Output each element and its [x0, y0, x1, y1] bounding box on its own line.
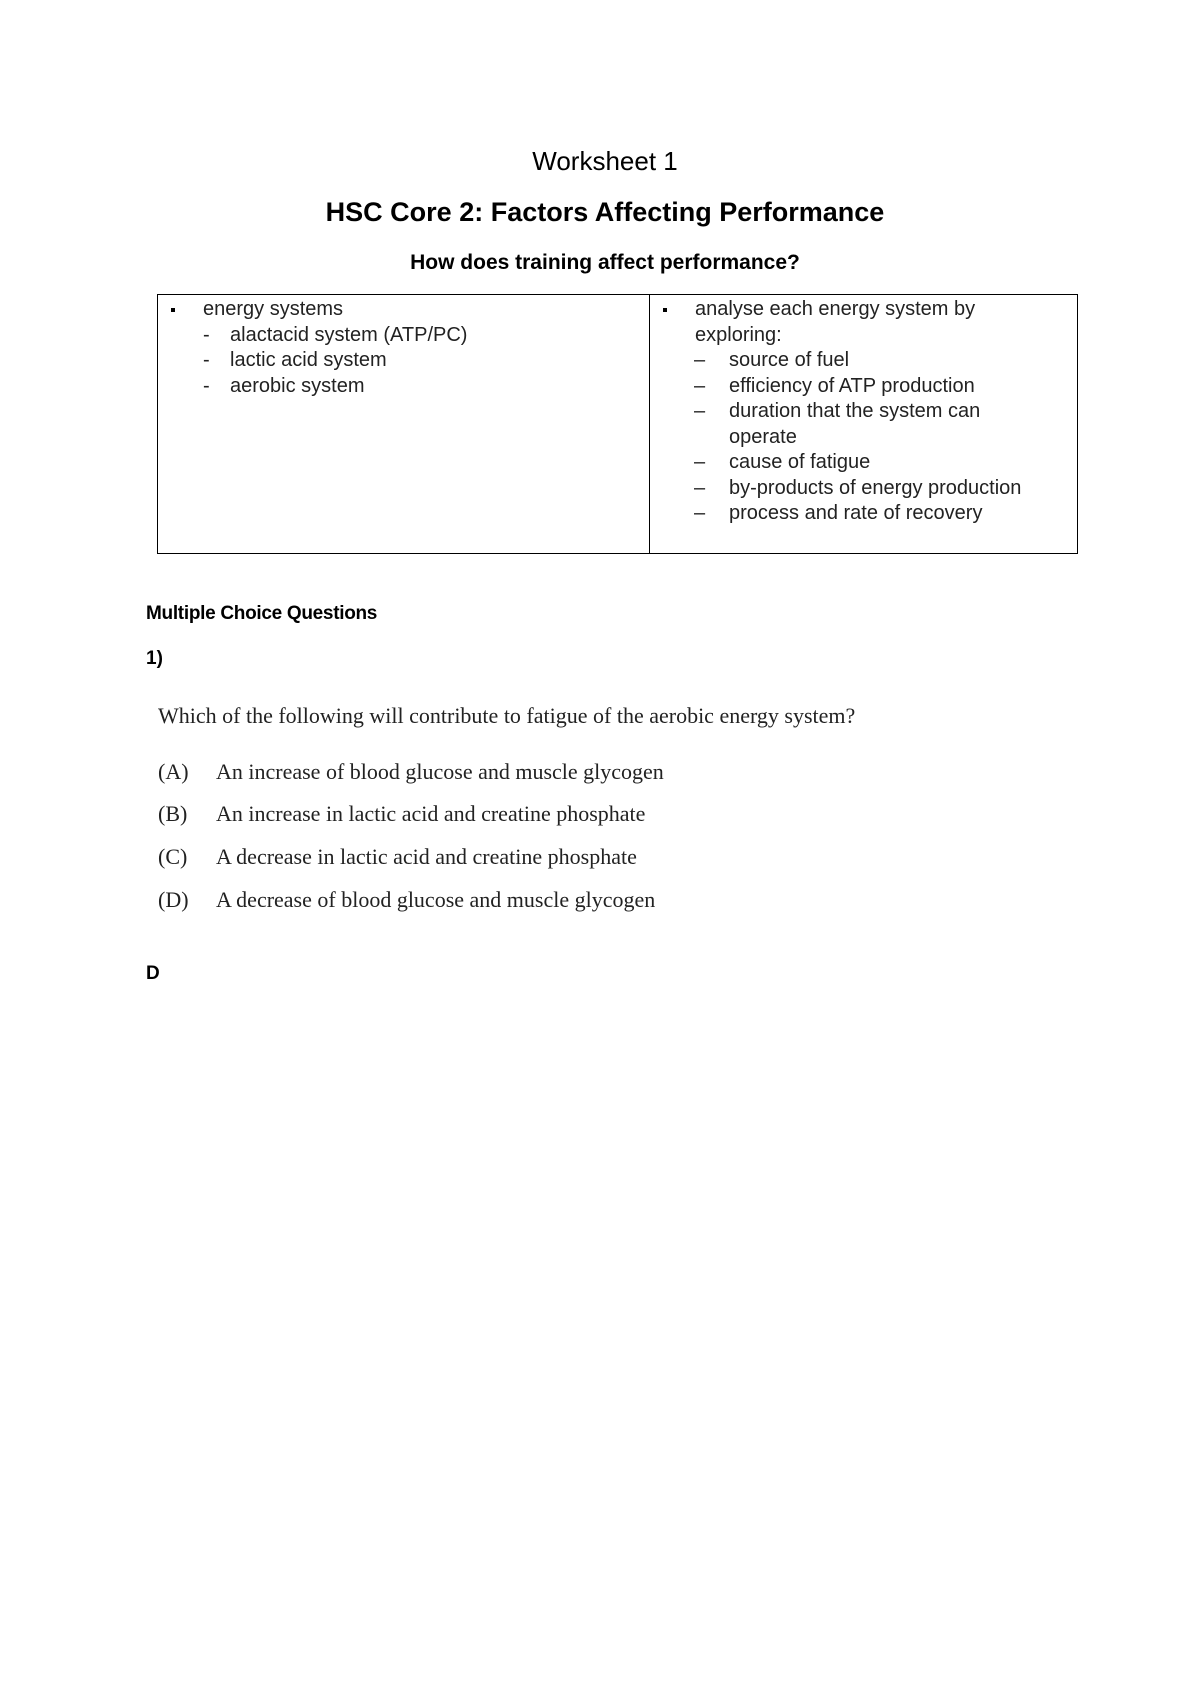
sub-item	[650, 399, 1077, 450]
answer-text: D	[146, 963, 160, 984]
dash-icon: –	[694, 349, 706, 371]
question-stem: Which of the following will contribute to fatigue of the aerobic energy system?	[158, 703, 856, 728]
option-text: A decrease in lactic acid and creatine phosphate	[216, 844, 637, 869]
sub-item-text: source of fuel	[729, 349, 850, 371]
sub-item	[650, 476, 1077, 502]
option-b	[158, 801, 645, 827]
dash-icon: –	[694, 374, 706, 397]
sub-item-text: cause of fatigue	[729, 451, 871, 473]
syllabus-left-cell	[158, 295, 650, 554]
sub-item	[650, 348, 1077, 374]
option-label: (B)	[158, 801, 188, 826]
sub-item	[158, 323, 649, 349]
option-text: An increase of blood glucose and muscle glycogen	[216, 759, 664, 784]
dash-icon: -	[203, 349, 210, 371]
sub-item	[650, 374, 1077, 400]
sub-item-text: duration that the system can operate	[729, 400, 981, 448]
dash-icon: -	[203, 374, 210, 397]
sub-item-text: aerobic system	[230, 374, 365, 397]
worksheet-title: Worksheet 1	[532, 146, 678, 176]
focus-question: How does training affect performance?	[410, 251, 800, 274]
syllabus-right-cell	[650, 295, 1078, 554]
sub-item	[158, 348, 649, 374]
dash-icon: –	[694, 502, 706, 524]
sub-item-text: alactacid system (ATP/PC)	[230, 323, 468, 346]
course-subtitle: HSC Core 2: Factors Affecting Performance	[325, 197, 885, 227]
option-text: An increase in lactic acid and creatine phosphate	[216, 801, 646, 826]
mcq-heading: Multiple Choice Questions	[146, 603, 378, 624]
option-d	[158, 887, 655, 913]
option-c	[158, 844, 637, 870]
bullet-icon	[171, 308, 175, 312]
sub-item-text: efficiency of ATP production	[729, 374, 975, 397]
option-label: (A)	[158, 759, 189, 784]
option-text: A decrease of blood glucose and muscle glycogen	[216, 887, 656, 912]
sub-item	[158, 374, 649, 400]
right-main-text: analyse each energy system by exploring:	[695, 298, 976, 346]
dash-icon: -	[203, 323, 210, 346]
dash-icon: –	[694, 451, 706, 473]
bullet-item	[158, 297, 649, 323]
option-label: (C)	[158, 844, 188, 869]
sub-item-text: by-products of energy production	[729, 476, 1022, 499]
bullet-item	[650, 297, 1077, 348]
left-main-text: energy systems	[203, 298, 344, 320]
dash-icon: –	[694, 476, 706, 499]
question-number: 1)	[146, 648, 163, 669]
sub-item-text: process and rate of recovery	[729, 502, 983, 524]
sub-item	[650, 450, 1077, 476]
sub-item	[650, 501, 1077, 527]
option-a	[158, 759, 664, 785]
sub-item-text: lactic acid system	[230, 349, 387, 371]
bullet-icon	[663, 308, 667, 312]
option-label: (D)	[158, 887, 189, 912]
syllabus-table	[157, 294, 1078, 554]
dash-icon: –	[694, 400, 706, 422]
